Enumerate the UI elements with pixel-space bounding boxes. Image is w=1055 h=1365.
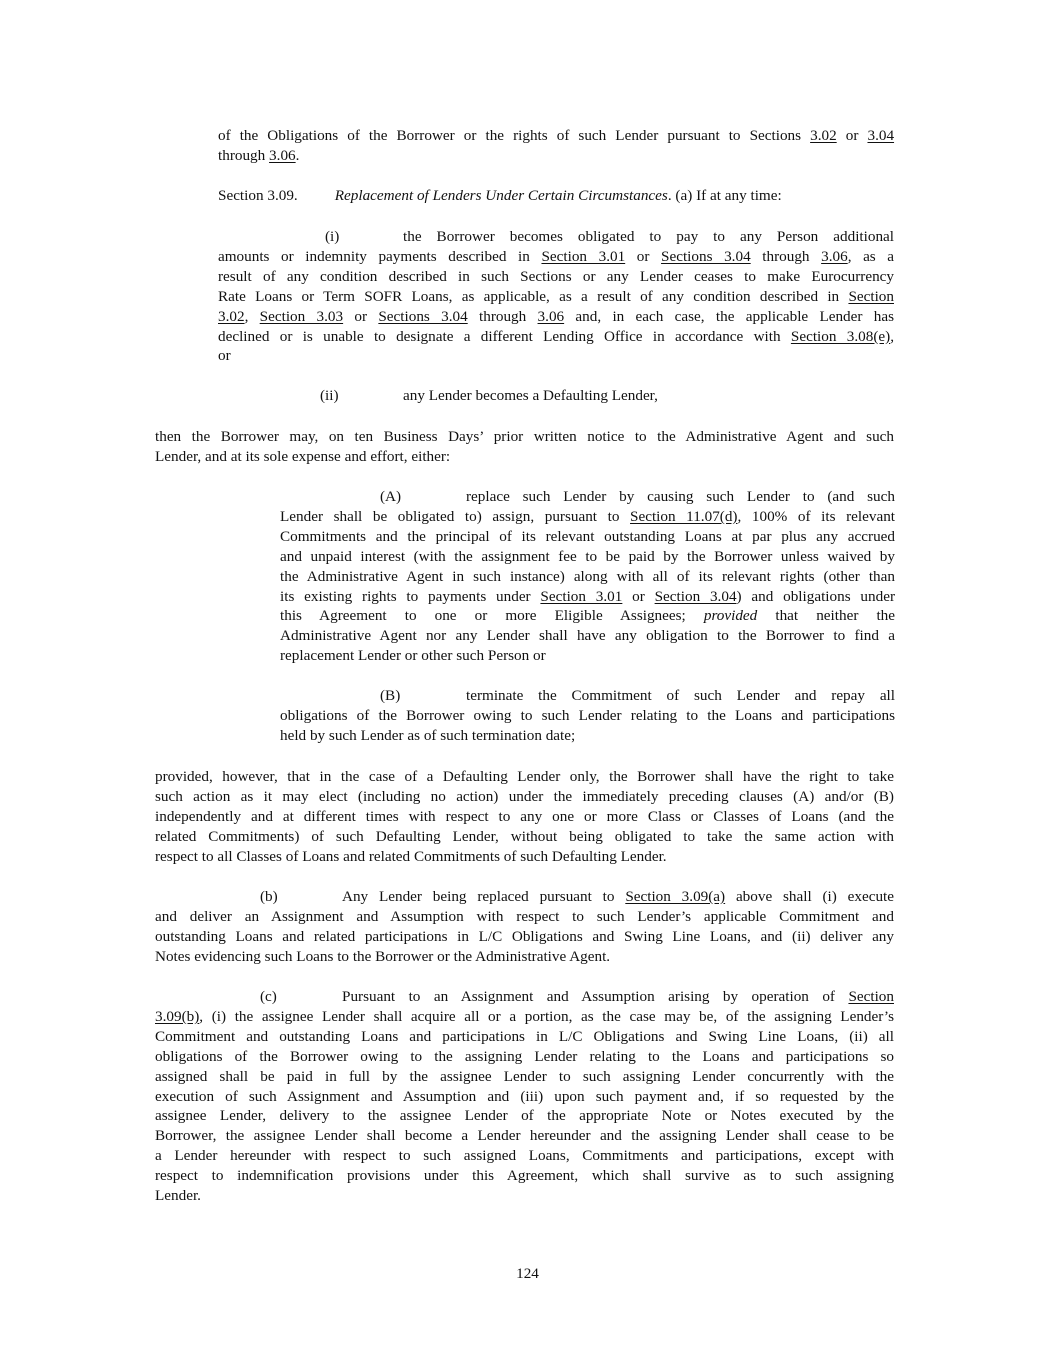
section-heading bbox=[218, 186, 894, 206]
paragraph-c: (c) Pursuant to an Assignment and Assumption arising by operation of Section 3.09(b), (i) the assignee Lender shall acquire all or a portion, as the case may be, of the assigning Lender’s Commitment and outstanding Loans and participations in L/C Obligations and Swing Line Loans, (ii) all obligations of the Borrower owing to the assigning Lender relating to the Loans and participations so assigned shall be paid in full by the assignee Lender to such assigning Lender concurrently with the execution of such Assignment and Assumption and (iii) upon such payment and, if so requested by the assignee Lender, delivery to the assignee Lender of the appropriate Note or Notes executed by the Borrower, the assignee Lender shall become a Lender hereunder and the assigning Lender shall cease to be a Lender hereunder with respect to such assigned Loans, Commitments and participations, except with respect to indemnification provisions under this Agreement, which shall survive as to such assigning Lender. bbox=[155, 988, 894, 1205]
ref-section-3-01[interactable]: Section 3.01 bbox=[541, 247, 626, 265]
continued-paragraph bbox=[218, 126, 894, 166]
section-title: Replacement of Lenders Under Certain Circumstances bbox=[334, 187, 668, 204]
ref-3-06[interactable]: 3.06 bbox=[537, 307, 565, 325]
ref-sections-3-04[interactable]: Sections 3.04 bbox=[661, 247, 751, 265]
ref-section-3-08e[interactable]: Section 3.08(e) bbox=[790, 327, 891, 345]
clause-A-label: (A) bbox=[380, 488, 402, 505]
ref-3-06[interactable]: 3.06 bbox=[821, 247, 848, 265]
continued-line-2: through 3.06. bbox=[218, 146, 300, 164]
ref-section-3-01[interactable]: Section 3.01 bbox=[540, 587, 623, 605]
section-number: Section 3.09. bbox=[218, 187, 298, 204]
ref-sections-3-04[interactable]: Sections 3.04 bbox=[378, 307, 468, 325]
clause-B-label: (B) bbox=[380, 687, 401, 704]
ref-section[interactable]: Section bbox=[848, 988, 894, 1005]
clause-A: (A) replace such Lender by causing such Lender to (and such Lender shall be obligated to) assign, pursuant to Section 11.07(d), 100% of its relevant Commitments and the principal of its relevant outstanding Loans at par plus any accrued and unpaid interest (with the assignment fee to be paid by the Borrower unless waived by the Administrative Agent in such instance) along with all of its relevant rights (other than its existing rights to payments under Section 3.01 or Section 3.04) and obligations under this Agreement to one or more Eligible Assignees; provided that neither the Administrative Agent nor any Lender shall have any obligation to the Borrower to find a replacement Lender or other such Person or bbox=[280, 488, 896, 665]
ref-section-3-04[interactable]: Section 3.04 bbox=[654, 587, 737, 605]
ref-3-04[interactable]: 3.04 bbox=[867, 127, 895, 144]
ref-section-3-09a[interactable]: Section 3.09(a) bbox=[625, 888, 726, 905]
clause-B: (B) terminate the Commitment of such Lender and repay all obligations of the Borrower owing to such Lender relating to the Loans and participations held by such Lender as of such termination date; bbox=[280, 687, 895, 744]
paragraph-b-label: (b) bbox=[260, 888, 278, 905]
clause-ii: (ii) any Lender becomes a Defaulting Lender, bbox=[320, 387, 658, 404]
ref-3-02[interactable]: 3.02 bbox=[218, 307, 245, 325]
ref-section[interactable]: Section bbox=[848, 287, 894, 305]
ref-3-06[interactable]: 3.06 bbox=[269, 146, 296, 164]
ref-section-11-07d[interactable]: Section 11.07(d) bbox=[630, 507, 738, 525]
ref-section-3-03[interactable]: Section 3.03 bbox=[259, 307, 344, 325]
proviso-paragraph: provided, however, that in the case of a Defaulting Lender only, the Borrower shall have the right to take such action as it may elect (including no action) under the immediately preceding clauses (A) and/or (B) independently and at different times with respect to any one or more Class or Classes of Loans (and the related Commitments) of such Defaulting Lender, without being obligated to take the same action with respect to all Classes of Loans and related Commitments of such Defaulting Lender. bbox=[155, 768, 894, 865]
clause-i-label: (i) bbox=[325, 228, 340, 245]
ref-3-09b[interactable]: 3.09(b) bbox=[155, 1007, 200, 1025]
page-number: 124 bbox=[516, 1265, 539, 1282]
clause-i: (i) the Borrower becomes obligated to pay to any Person additional amounts or indemnity payments described in Section 3.01 or Sections 3.04 through 3.06, as a result of any condition described in such Sections or any Lender ceases to make Eurocurrency Rate Loans or Term SOFR Loans, as applicable, as a result of any condition described in Section 3.02, Section 3.03 or Sections 3.04 through 3.06 and, in each case, the applicable Lender has declined or is unable to designate a different Lending Office in accordance with Section 3.08(e), or bbox=[218, 228, 895, 365]
clause-ii-label: (ii) bbox=[320, 387, 339, 404]
then-paragraph: then the Borrower may, on ten Business Days’ prior written notice to the Administrative Agent and such Lender, and at its sole expense and effort, either: bbox=[155, 428, 894, 465]
ref-3-02[interactable]: 3.02 bbox=[810, 127, 837, 144]
continued-line-1: of the Obligations of the Borrower or the rights of such Lender pursuant to Sections 3.02 or 3.04 bbox=[218, 127, 895, 144]
paragraph-b: (b) Any Lender being replaced pursuant to Section 3.09(a) above shall (i) execute and deliver an Assignment and Assumption with respect to such Lender’s applicable Commitment and outstanding Loans and related participations in L/C Obligations and Swing Line Loans, and (ii) deliver any Notes evidencing such Loans to the Borrower or the Administrative Agent. bbox=[155, 888, 895, 965]
paragraph-c-label: (c) bbox=[260, 988, 277, 1005]
section-lead-in: . (a) If at any time: bbox=[667, 187, 782, 204]
